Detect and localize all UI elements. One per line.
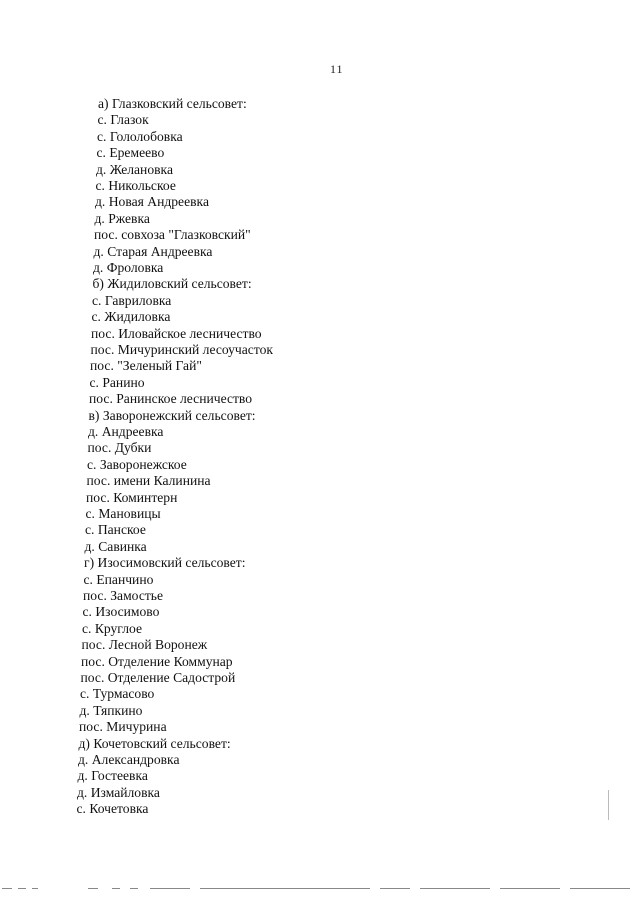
scan-footer-rule [0,888,640,892]
list-item: с. Еремеево [96,145,165,161]
list-item: с. Никольское [95,178,176,193]
list-item: с. Турмасово [80,686,155,702]
list-item: пос. Иловайское лесничество [91,325,262,341]
list-item: пос. Мичурина [79,719,167,735]
list-item: д. Желановка [96,161,173,177]
list-item: с. Епанчино [83,571,154,587]
list-item: д. Савинка [84,538,147,554]
list-item: д. Ржевка [94,210,150,226]
list-item: б) Жидиловский сельсовет: [92,276,252,292]
list-item: пос. Лесной Воронеж [81,637,208,653]
list-item: с. Заворонежское [87,456,187,472]
list-item: д. Гостеевка [77,768,148,784]
list-item: г) Изосимовский сельсовет: [84,555,246,571]
list-item: пос. "Зеленый Гай" [90,358,202,374]
list-item: пос. Мичуринский лесоучасток [90,342,274,357]
list-item: в) Заворонежский сельсовет: [88,407,256,423]
list-item: д. Александровка [78,752,180,767]
list-item: пос. Ранинское лесничество [89,391,253,407]
list-item: пос. совхоза "Глазковский" [94,227,251,243]
list-item: а) Глазковский сельсовет: [98,96,247,111]
list-item: д) Кочетовский сельсовет: [78,735,231,751]
list-item: с. Гололобовка [97,128,183,144]
list-item: с. Мановицы [85,506,161,521]
list-item: пос. Коминтерн [86,489,178,505]
page-number: 11 [330,62,344,76]
list-item: с. Глазок [97,112,149,128]
list-item: с. Панское [85,522,146,538]
list-item: пос. Дубки [87,440,152,456]
list-item: д. Фроловка [93,260,164,275]
scan-edge-mark [608,790,609,820]
list-item: с. Изосимово [82,604,160,620]
list-item: с. Кочетовка [76,801,149,817]
list-item: с. Гавриловка [92,292,172,308]
list-item: с. Ранино [89,374,145,390]
list-item: с. Жидиловка [91,309,171,325]
list-item: д. Измайловка [77,784,160,800]
list-item: д. Тяпкино [79,702,143,718]
list-item: с. Круглое [82,620,142,636]
list-item: д. Новая Андреевка [95,194,209,210]
list-item: пос. Отделение Коммунар [81,653,233,669]
list-item: д. Андреевка [88,424,164,439]
list-item: пос. имени Калинина [86,473,211,489]
list-item: д. Старая Андреевка [93,243,213,259]
list-item: пос. Замостье [83,588,164,603]
list-item: пос. Отделение Садострой [80,670,236,685]
